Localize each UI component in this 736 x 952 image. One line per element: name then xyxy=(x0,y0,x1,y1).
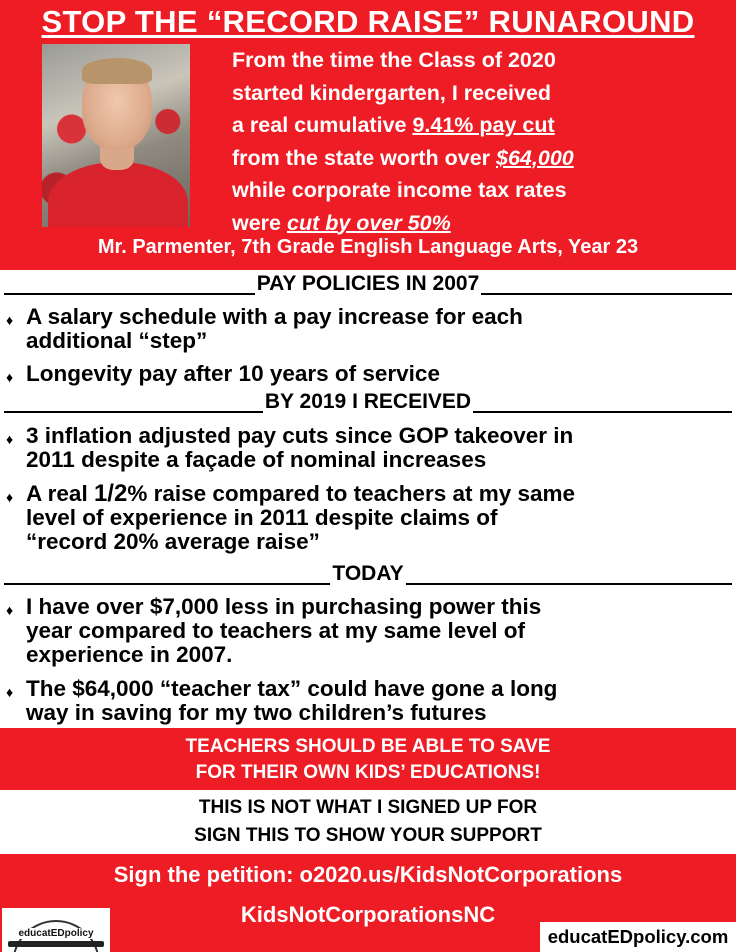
section-title: PAY POLICIES IN 2007 xyxy=(256,272,480,295)
list-item xyxy=(6,677,732,725)
bullet-text: experience in 2007. xyxy=(26,642,233,667)
section-header-2007 xyxy=(0,272,736,296)
save-for-kids-banner xyxy=(0,728,736,790)
teacher-photo xyxy=(42,44,190,227)
website-link[interactable]: educatEDpolicy.com xyxy=(540,922,736,952)
page-title: STOP THE “RECORD RAISE” RUNAROUND xyxy=(41,4,695,39)
intro-line: started kindergarten, I received xyxy=(232,80,552,105)
header-panel xyxy=(0,0,736,270)
section-header-2019 xyxy=(0,390,736,414)
diamond-bullet-icon: ♦ xyxy=(6,312,14,328)
support-banner xyxy=(0,792,736,852)
photo-hair xyxy=(82,58,152,84)
intro-statement xyxy=(232,44,732,239)
bullet-text: level of experience in 2011 despite claims of xyxy=(26,505,498,530)
intro-line: while corporate income tax rates xyxy=(232,178,567,202)
author-byline: Mr. Parmenter, 7th Grade English Language Arts, Year 23 xyxy=(97,236,639,258)
banner-line: TEACHERS SHOULD BE ABLE TO SAVE xyxy=(185,736,551,757)
footer xyxy=(0,854,736,952)
diamond-bullet-icon: ♦ xyxy=(6,602,14,618)
bullet-text: “record 20% average raise” xyxy=(26,529,320,554)
tax-cut-highlight: cut by over 50% xyxy=(286,210,451,235)
banner-line: THIS IS NOT WHAT I SIGNED UP FOR xyxy=(198,797,538,818)
bullet-text: year compared to teachers at my same level of xyxy=(26,618,525,643)
bullet-text xyxy=(26,482,732,506)
bullet-text: A salary schedule with a pay increase for each xyxy=(26,304,523,329)
amount-highlight: $64,000 xyxy=(496,145,574,170)
section-title: BY 2019 I RECEIVED xyxy=(264,390,472,413)
intro-text: from the state worth over xyxy=(232,145,497,170)
intro-text: a real cumulative xyxy=(232,113,413,137)
section-header-today xyxy=(0,562,736,586)
petition-link[interactable]: Sign the petition: o2020.us/KidsNotCorporations xyxy=(113,862,623,887)
intro-text: were xyxy=(232,210,287,235)
bullet-text: 3 inflation adjusted pay cuts since GOP takeover in xyxy=(26,423,574,448)
logo-bar xyxy=(8,941,104,947)
bullet-text: I have over $7,000 less in purchasing power this xyxy=(26,594,542,619)
bullet-text-part: A real xyxy=(26,481,94,506)
educatedpolicy-logo xyxy=(2,908,110,952)
bullet-text: way in saving for my two children’s futures xyxy=(26,700,487,725)
diamond-bullet-icon: ♦ xyxy=(6,431,14,447)
pay-cut-highlight: 9.41% pay cut xyxy=(412,113,555,137)
banner-line: FOR THEIR OWN KIDS’ EDUCATIONS! xyxy=(195,762,541,783)
intro-line xyxy=(232,142,732,175)
list-item xyxy=(6,305,732,353)
diamond-bullet-icon: ♦ xyxy=(6,684,14,700)
social-handle: KidsNotCorporationsNC xyxy=(240,902,496,927)
intro-line xyxy=(232,207,732,240)
banner-line: SIGN THIS TO SHOW YOUR SUPPORT xyxy=(194,825,542,846)
fraction-half: 1/2 xyxy=(93,480,128,507)
list-item xyxy=(6,482,732,554)
list-item xyxy=(6,595,732,667)
list-item xyxy=(6,424,732,472)
bullet-text: additional “step” xyxy=(26,328,208,353)
intro-line: From the time the Class of 2020 xyxy=(232,48,556,72)
bullet-text: 2011 despite a façade of nominal increases xyxy=(26,447,487,472)
list-item xyxy=(6,362,732,386)
diamond-bullet-icon: ♦ xyxy=(6,489,14,505)
logo-text: educatEDpolicy xyxy=(6,928,106,939)
section-title: TODAY xyxy=(332,562,404,585)
bullet-text: Longevity pay after 10 years of service xyxy=(26,361,440,386)
bullet-text-part: % raise compared to teachers at my same xyxy=(127,481,576,506)
diamond-bullet-icon: ♦ xyxy=(6,369,14,385)
intro-line xyxy=(232,109,732,142)
bullet-text: The $64,000 “teacher tax” could have gone a long xyxy=(26,676,558,701)
